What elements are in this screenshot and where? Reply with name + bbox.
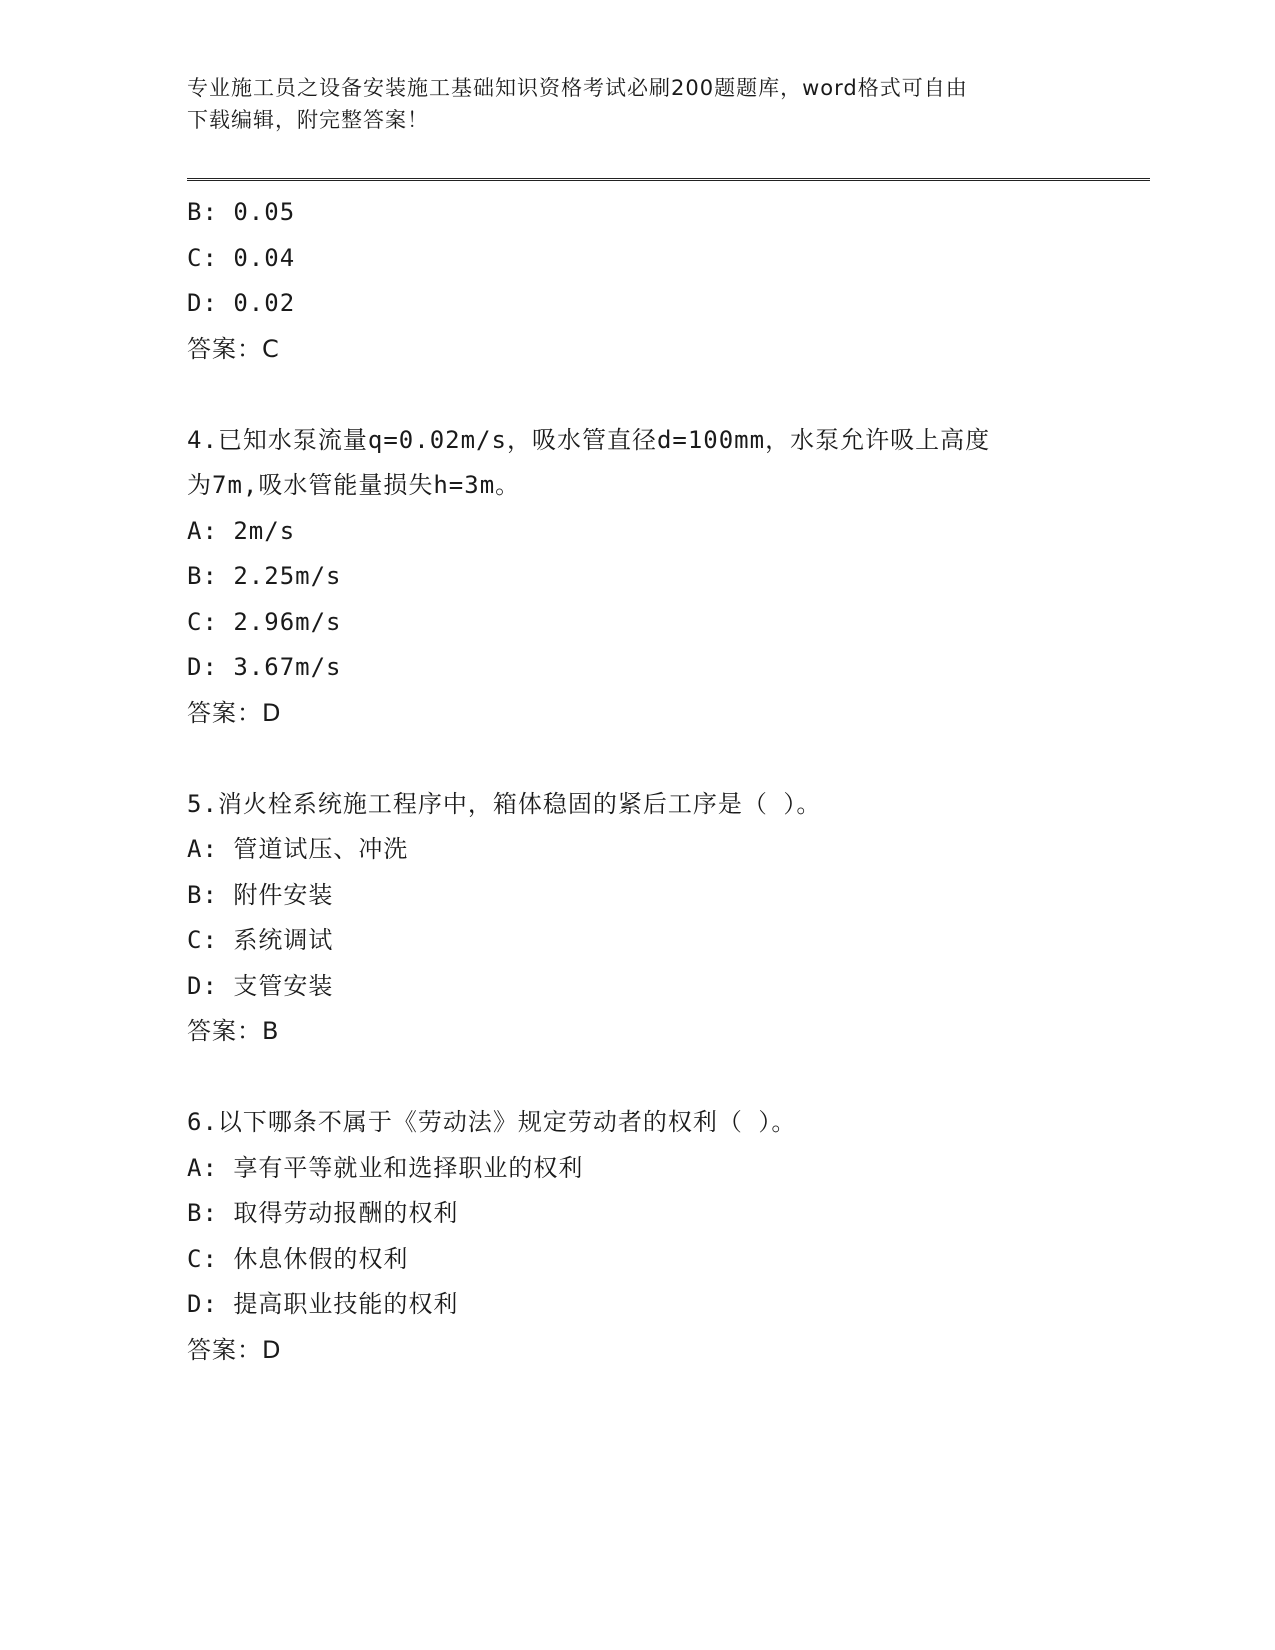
- header-line-1: 专业施工员之设备安装施工基础知识资格考试必刷200题题库，word格式可自由: [187, 76, 968, 100]
- option-b: B: 附件安装: [187, 880, 334, 909]
- option-a: A: 管道试压、冲洗: [187, 835, 409, 863]
- answer: 答案：C: [187, 334, 280, 363]
- option-a: A: 享有平等就业和选择职业的权利: [187, 1153, 584, 1182]
- question-5: [187, 782, 1087, 1055]
- option-c: C: 0.04: [187, 243, 296, 272]
- option-d: D: 提高职业技能的权利: [187, 1290, 459, 1318]
- option-c: C: 休息休假的权利: [187, 1244, 409, 1273]
- answer: 答案：D: [187, 1335, 282, 1364]
- header-line-2: 下载编辑，附完整答案！: [187, 108, 429, 132]
- question-3: [187, 190, 1087, 372]
- question-6: [187, 1100, 1087, 1373]
- option-a: A: 2m/s: [187, 516, 296, 545]
- question-stem: 6.以下哪条不属于《劳动法》规定劳动者的权利（ ）。: [187, 1108, 797, 1136]
- question-stem-line-2: 为7m,吸水管能量损失h=3m。: [187, 471, 521, 499]
- option-c: C: 2.96m/s: [187, 607, 342, 636]
- document-header: [187, 72, 1067, 136]
- option-b: B: 取得劳动报酬的权利: [187, 1199, 459, 1227]
- question-list: [187, 190, 1087, 1373]
- question-stem-line-1: 4.已知水泵流量q=0.02m/s，吸水管直径d=100mm，水泵允许吸上高度: [187, 425, 991, 454]
- question-4: [187, 418, 1087, 737]
- option-d: D: 支管安装: [187, 971, 334, 1000]
- option-d: D: 3.67m/s: [187, 653, 342, 681]
- header-divider: [187, 178, 1150, 181]
- option-d: D: 0.02: [187, 289, 296, 317]
- option-b: B: 0.05: [187, 198, 296, 226]
- option-c: C: 系统调试: [187, 926, 334, 954]
- answer: 答案：D: [187, 698, 282, 727]
- option-b: B: 2.25m/s: [187, 562, 342, 590]
- answer: 答案：B: [187, 1017, 280, 1045]
- question-stem: 5.消火栓系统施工程序中，箱体稳固的紧后工序是（ ）。: [187, 789, 822, 818]
